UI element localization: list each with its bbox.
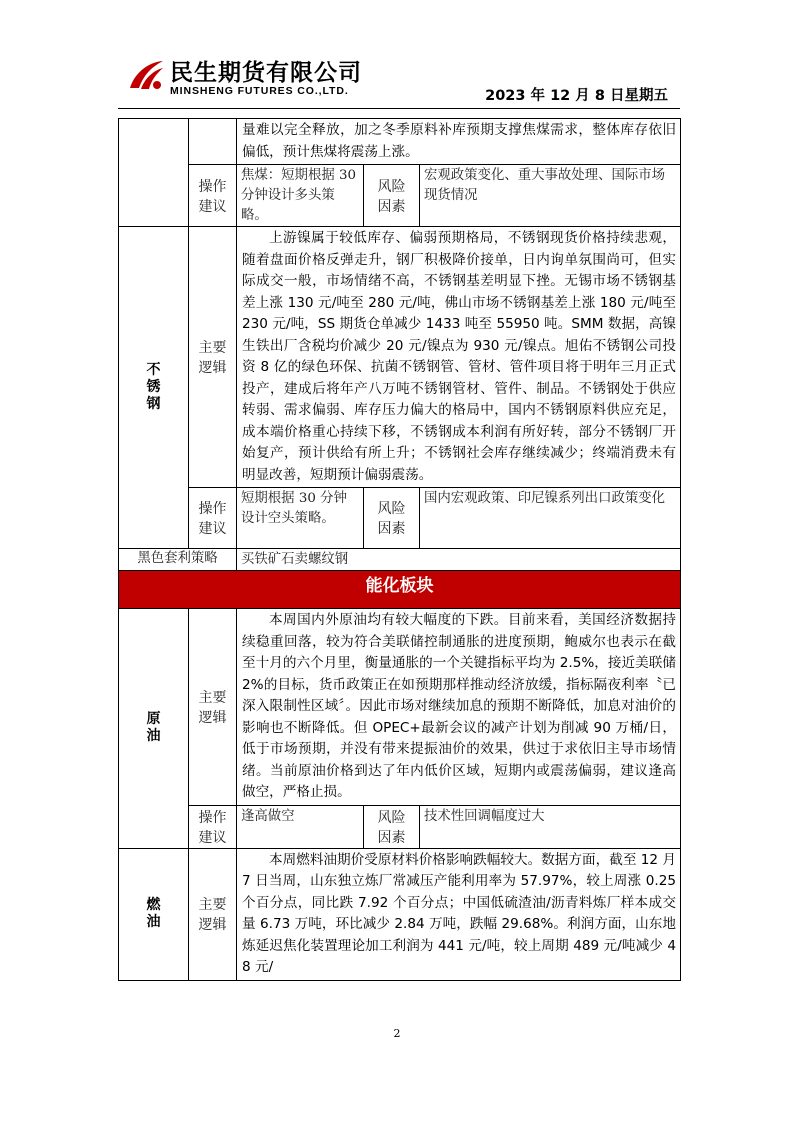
crude-logic-row xyxy=(119,609,681,806)
black-arb-label: 黑色套利策略 xyxy=(119,549,237,571)
page-header xyxy=(0,0,794,118)
coke-logic-row xyxy=(119,119,681,165)
section-bar-row xyxy=(119,571,681,609)
stainless-logic-text: 上游镍属于较低库存、偏弱预期格局，不锈钢现货价格持续悲观，随着盘面价格反弹走升，钢厂积极降价接单，日内询单氛围尚可，但实际成交一般，市场情绪不高，不锈钢基差明显下挫。无锡市场不锈钢基差上涨 130 元/吨至 280 元/吨，佛山市场不锈钢基差上涨 180 元/吨至 230 元/吨，SS 期货仓单减少 1433 吨至 55950 吨。SMM 数据，高镍生铁出厂含税均价减少 20 元/镍点为 930 元/镍点。旭佑不锈钢公司投资 8 亿的绿色环保、抗菌不锈钢管、管材、管件项目将于明年三月正式投产，建成后将年产八万吨不锈钢管材、管件、制品。不锈钢处于供应转弱、需求偏弱、库存压力偏大的格局中，国内不锈钢原料供应充足，成本端价格重心持续下移，不锈钢成本利润有所好转，部分不锈钢厂开始复产，预计供给有所上升；不锈钢社会库存继续减少；终端消费未有明显改善，短期预计偏弱震荡。 xyxy=(237,227,681,488)
stainless-risk-label: 风险因素 xyxy=(377,501,406,537)
report-date: 2023 年 12 月 8 日星期五 xyxy=(485,88,668,104)
coke-op-label: 操作建议 xyxy=(198,178,227,215)
black-arb-text: 买铁矿石卖螺纹钢 xyxy=(237,549,681,571)
crude-logic-label: 主要逻辑 xyxy=(198,689,227,726)
stainless-op-text: 短期根据 30 分钟设计空头策略。 xyxy=(237,488,364,549)
fuel-name: 燃油 xyxy=(146,897,161,930)
minsheng-swoosh-logo-icon xyxy=(127,58,165,92)
coke-risk-text: 宏观政策变化、重大事故处理、国际市场现货情况 xyxy=(420,165,681,227)
crude-risk-label: 风险因素 xyxy=(377,809,406,846)
stainless-risk-text: 国内宏观政策、印尼镍系列出口政策变化 xyxy=(420,488,681,549)
crude-op-text: 逢高做空 xyxy=(237,805,364,848)
crude-op-label: 操作建议 xyxy=(198,809,227,846)
coke-risk-label: 风险因素 xyxy=(377,178,406,215)
stainless-op-label: 操作建议 xyxy=(198,501,227,537)
stainless-logic-row xyxy=(119,227,681,488)
coke-logic-text: 量难以完全释放，加之冬季原料补库预期支撑焦煤需求，整体库存依旧偏低，预计焦煤将震荡上涨。 xyxy=(237,119,681,165)
stainless-logic-label: 主要逻辑 xyxy=(198,340,227,376)
strategy-table xyxy=(118,118,681,981)
stainless-name: 不锈钢 xyxy=(146,362,161,412)
coke-op-text: 焦煤：短期根据 30 分钟设计多头策略。 xyxy=(237,165,364,227)
page-number: 2 xyxy=(393,1027,401,1040)
coke-category-cell xyxy=(119,119,189,227)
section-title: 能化板块 xyxy=(119,571,681,609)
crude-op-row xyxy=(119,805,681,848)
crude-logic-text: 本周国内外原油均有较大幅度的下跌。目前来看，美国经济数据持续稳重回落，较为符合美联储控制通胀的进度预期，鲍威尔也表示在截至十月的六个月里，衡量通胀的一个关键指标平均为 2.5%，接近美联储 2%的目标，货币政策正在如预期那样推动经济放缓，指标隔夜利率〝已深入限制性区域〞。因此市场对继续加息的预期不断降低，加息对油价的影响也不断降低。但 OPEC+最新会议的减产计划为削减 90 万桶/日，低于市场预期，并没有带来提振油价的效果，供过于求依旧主导市场情绪。当前原油价格到达了年内低价区域，短期内或震荡偏弱，建议逢高做空，严格止损。 xyxy=(237,609,681,806)
stainless-op-row xyxy=(119,488,681,549)
fuel-logic-label: 主要逻辑 xyxy=(198,897,227,933)
crude-risk-text: 技术性回调幅度过大 xyxy=(420,805,681,848)
fuel-logic-row xyxy=(119,848,681,980)
coke-logic-label-cell xyxy=(189,119,237,165)
coke-op-row xyxy=(119,165,681,227)
company-name-en: MINSHENG FUTURES CO.,LTD. xyxy=(170,85,349,97)
fuel-logic-text: 本周燃料油期价受原材料价格影响跌幅较大。数据方面，截至 12 月 7 日当周，山东独立炼厂常减压产能利用率为 57.97%，较上周涨 0.25 个百分点，同比跌 7.92 个百分点；中国低硫渣油/沥青料炼厂样本成交量 6.73 万吨，环比减少 2.84 万吨，跌幅 29.68%。利润方面，山东地炼延迟焦化装置理论加工利润为 441 元/吨，较上周期 489 元/吨减少 48 元/ xyxy=(237,848,681,980)
black-arb-row xyxy=(119,549,681,571)
header-rule xyxy=(118,108,680,109)
crude-name: 原油 xyxy=(146,711,161,745)
company-name-cn: 民生期货有限公司 xyxy=(170,60,362,86)
